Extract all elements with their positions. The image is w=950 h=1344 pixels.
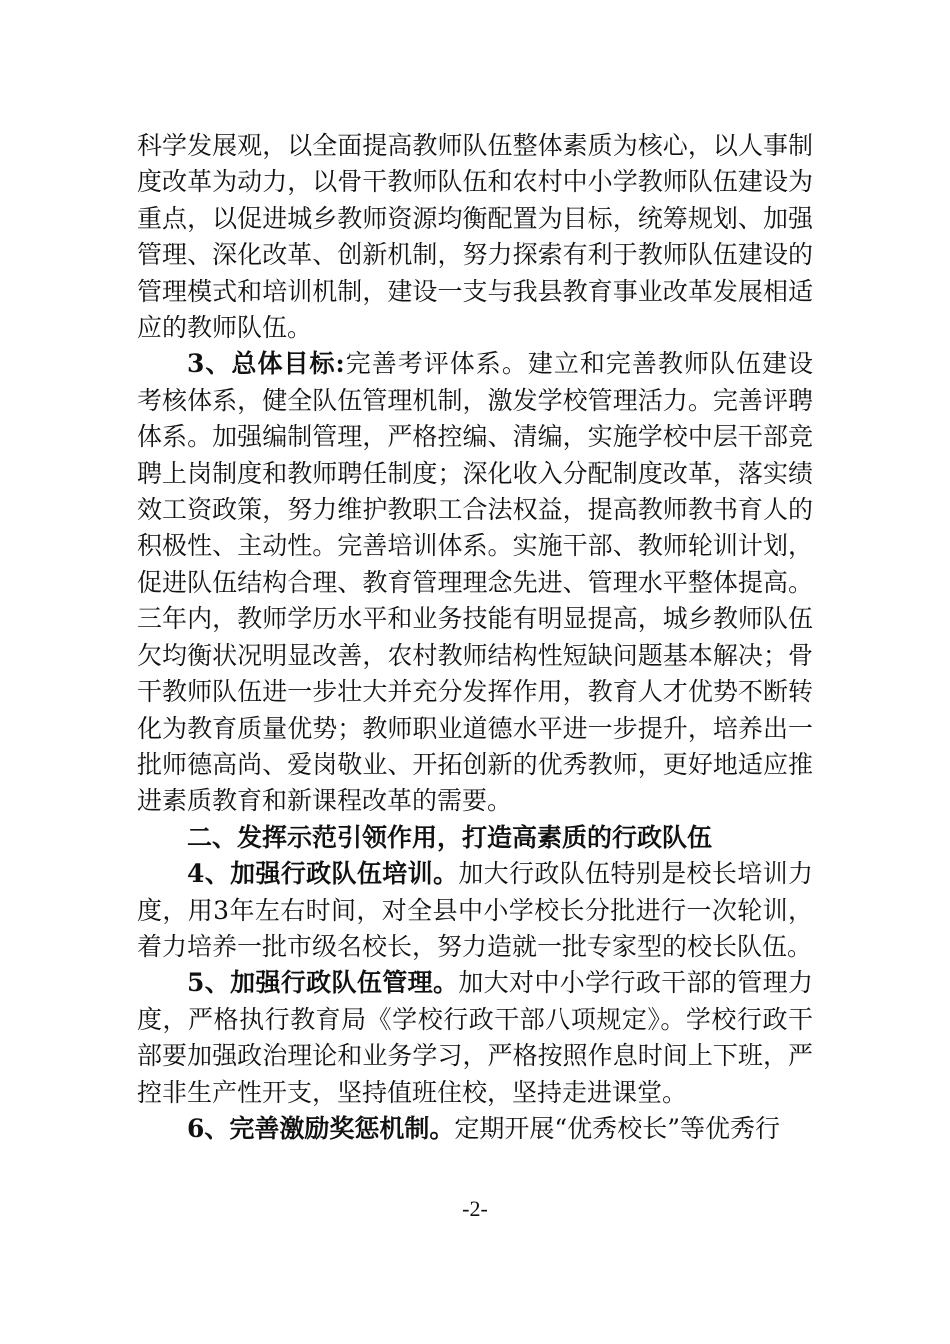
paragraph-text: 定期开展“优秀校长”等优秀行 xyxy=(454,1113,780,1143)
paragraph-lead: 4、加强行政队伍培训。 xyxy=(187,859,459,889)
paragraph-overall-goal xyxy=(137,346,813,819)
paragraph-lead: 3、总体目标: xyxy=(187,349,345,379)
paragraph-admin-management xyxy=(137,965,813,1111)
page-number: -2- xyxy=(462,1196,488,1221)
body-text xyxy=(137,128,813,1147)
paragraph-continuation: 科学发展观，以全面提高教师队伍整体素质为核心，以人事制度改革为动力，以骨干教师队伍和农村中小学教师队伍建设为重点，以促进城乡教师资源均衡配置为目标，统筹规划、加强管理、深化改革、创新机制，努力探索有利于教师队伍建设的管理模式和培训机制，建设一支与我县教育事业改革发展相适应的教师队伍。 xyxy=(137,131,813,343)
paragraph-lead: 6、完善激励奖惩机制。 xyxy=(187,1113,455,1143)
paragraph-text: 加大对中小学行政干部的管理力度，严格执行教育局《学校行政干部八项规定》。学校行政干部要加强政治理论和业务学习，严格按照作息时间上下班，严控非生产性开支，坚持值班住校，坚持走进课堂。 xyxy=(137,968,813,1107)
paragraph-text: 完善考评体系。建立和完善教师队伍建设考核体系，健全队伍管理机制，激发学校管理活力。完善评聘体系。加强编制管理，严格控编、清编，实施学校中层干部竞聘上岗制度和教师聘任制度；深化收入分配制度改革，落实绩效工资政策，努力维护教职工合法权益，提高教师教书育人的积极性、主动性。完善培训体系。实施干部、教师轮训计划，促进队伍结构合理、教育管理理念先进、管理水平整体提高。三年内，教师学历水平和业务技能有明显提高，城乡教师队伍欠均衡状况明显改善，农村教师结构性短缺问题基本解决；骨干教师队伍进一步壮大并充分发挥作用，教育人才优势不断转化为教育质量优势；教师职业道德水平进一步提升，培养出一批师德高尚、爱岗敬业、开拓创新的优秀教师，更好地适应推进素质教育和新课程改革的需要。 xyxy=(137,349,813,816)
paragraph-text: 加大行政队伍特别是校长培训力度，用3年左右时间，对全县中小学校长分批进行一次轮训，着力培养一批市级名校长，努力造就一批专家型的校长队伍。 xyxy=(137,859,813,961)
paragraph-lead: 5、加强行政队伍管理。 xyxy=(187,968,459,998)
paragraph-admin-training xyxy=(137,856,813,965)
paragraph-incentive-mechanism xyxy=(137,1111,813,1147)
section-heading: 二、发挥示范引领作用，打造高素质的行政队伍 xyxy=(187,822,713,852)
